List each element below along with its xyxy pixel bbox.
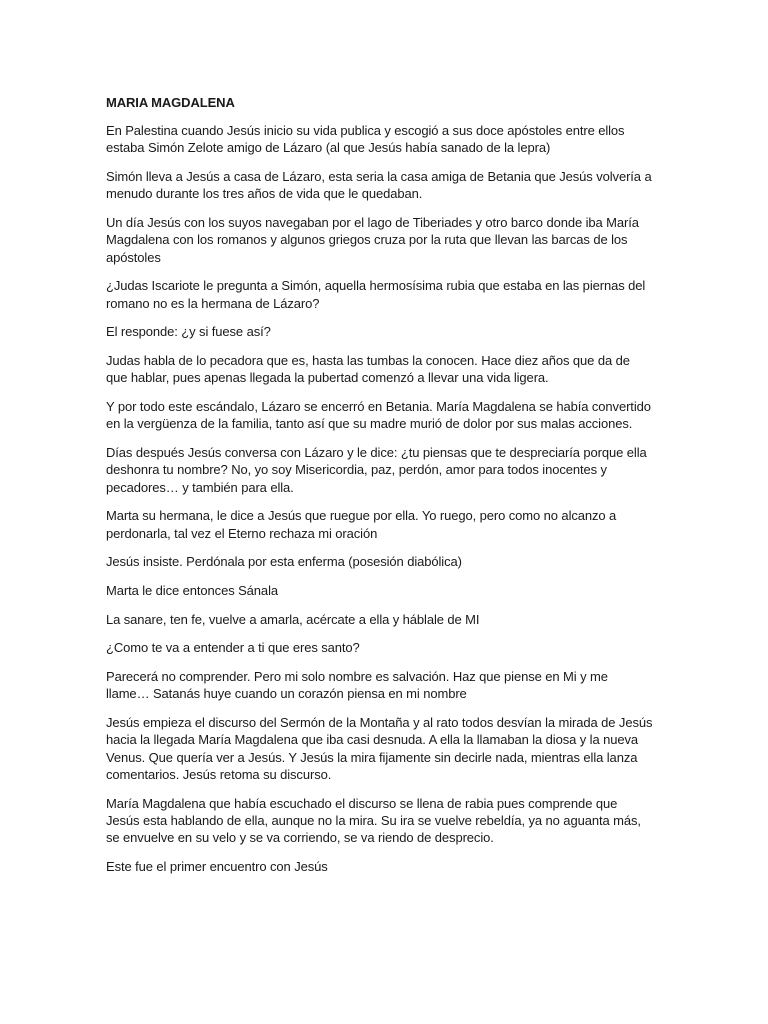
paragraph: Marta su hermana, le dice a Jesús que ruegue por ella. Yo ruego, pero como no alcanzo a perdonarla, tal vez el Eterno rechaza mi oración (106, 508, 617, 541)
document-title: MARIA MAGDALENA (106, 95, 235, 110)
paragraph: Un día Jesús con los suyos navegaban por el lago de Tiberiades y otro barco donde iba María Magdalena con los romanos y algunos griegos cruza por la ruta que llevan las barcas de los apóstoles (106, 214, 639, 265)
paragraph: Judas habla de lo pecadora que es, hasta las tumbas la conocen. Hace diez años que da de que hablar, pues apenas llegada la pubertad comenzó a llevar una vida ligera. (106, 352, 630, 386)
paragraph: El responde: ¿y si fuese así? (106, 324, 271, 340)
paragraph: Jesús empieza el discurso del Sermón de la Montaña y al rato todos desvían la mirada de Jesús hacia la llegada María Magdalena que iba casi desnuda. A ella la llamaban la diosa y la nueva Venus. Que quería ver a Jesús. Y Jesús la mira fijamente sin decirle nada, mientras ella lanza comentarios. Jesús retoma su discurso. (106, 714, 653, 782)
paragraph: María Magdalena que había escuchado el discurso se llena de rabia pues comprende que Jesús esta hablando de ella, aunque no la mira. Su ira se vuelve rebeldía, ya no aguanta más, se envuelve en su velo y se va corriendo, se va riendo de desprecio. (106, 795, 641, 846)
paragraph: Y por todo este escándalo, Lázaro se encerró en Betania. María Magdalena se había convertido en la vergüenza de la familia, tanto así que su madre murió de dolor por sus malas acciones. (106, 398, 651, 432)
paragraph: Simón lleva a Jesús a casa de Lázaro, esta seria la casa amiga de Betania que Jesús volvería a menudo durante los tres años de vida que le quedaban. (106, 168, 652, 202)
paragraph: Jesús insiste. Perdónala por esta enferma (posesión diabólica) (106, 554, 462, 570)
paragraph: Marta le dice entonces Sánala (106, 582, 278, 598)
paragraph: Días después Jesús conversa con Lázaro y le dice: ¿tu piensas que te despreciaría porque ella deshonra tu nombre? No, yo soy Misericordia, paz, perdón, amor para todos inocentes y pecadores… y también para ella. (106, 444, 647, 495)
paragraph: La sanare, ten fe, vuelve a amarla, acércate a ella y háblale de MI (106, 611, 480, 627)
paragraph: Este fue el primer encuentro con Jesús (106, 858, 328, 874)
paragraph: Parecerá no comprender. Pero mi solo nombre es salvación. Haz que piense en Mi y me llame… Satanás huye cuando un corazón piensa en mi nombre (106, 668, 608, 702)
paragraph: ¿Judas Iscariote le pregunta a Simón, aquella hermosísima rubia que estaba en las piernas del romano no es la hermana de Lázaro? (106, 278, 646, 311)
paragraph: ¿Como te va a entender a ti que eres santo? (106, 640, 360, 656)
paragraph: En Palestina cuando Jesús inicio su vida publica y escogió a sus doce apóstoles entre ellos estaba Simón Zelote amigo de Lázaro (al que Jesús había sanado de la lepra) (106, 122, 625, 156)
document-body (106, 94, 654, 887)
